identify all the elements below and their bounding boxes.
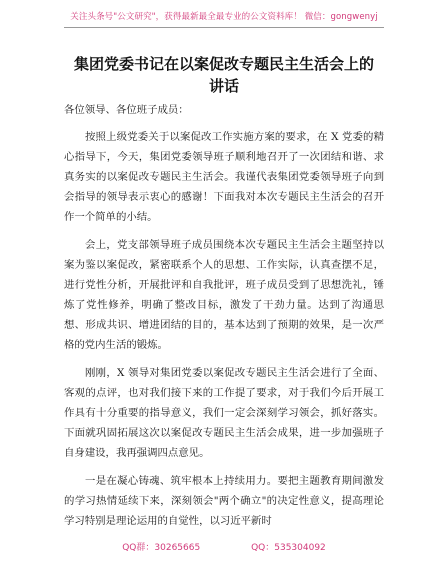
paragraph-1: 按照上级党委关于以案促改工作实施方案的要求，在 X 党委的精心指导下，今天，集团党委领导班子顺利地召开了一次团结和谐、求真务实的以案促改专题民主生活会。我谨代表集团党委领导班子向到会指导的领导表示衷心的感谢！下面我对本次专题民主生活会的召开作一个简单的小结。	[64, 131, 384, 223]
footer-contact	[0, 540, 448, 553]
title-line-1: 集团党委书记在以案促改专题民主生活会上的	[73, 55, 374, 73]
paragraph-4: 一是在凝心铸魂、筑牢根本上持续用力。要把主题教育期间激发的学习热情延续下来，深刻领会"两个确立"的决定性意义，提高理论学习特别是理论运用的自觉性，以习近平新时	[64, 475, 384, 527]
document-body	[64, 100, 384, 539]
footer-qq: QQ：535304092	[251, 543, 326, 553]
paragraph-3: 刚刚，X 领导对集团党委以案促改专题民主生活会进行了全面、客观的点评，也对我们接下来的工作提了要求，对于我们今后开展工作具有十分重要的指导意义，我们一定会深刻学习领会，抓好落实。下面就巩固拓展这次以案促改专题民主生活会成果，进一步加强班子自身建设，我再强调四点意见。	[64, 367, 384, 459]
paragraph-2: 会上，党支部领导班子成员围绕本次专题民主生活会主题坚持以案为鉴以案促改，紧密联系个人的思想、工作实际，认真查摆不足，进行党性分析，开展批评和自我批评，班子成员受到了思想洗礼，锤炼了党性修养，明确了整改目标，激发了干劲力量。达到了沟通思想、形成共识、增进团结的目的，基本达到了预期的效果，是一次严格的党内生活的锻炼。	[64, 239, 384, 351]
document-title	[56, 53, 392, 97]
header-divider	[64, 27, 384, 28]
salutation: 各位领导、各位班子成员：	[64, 104, 189, 116]
footer-qq-group: QQ群：30265665	[122, 543, 201, 553]
header-banner: 关注头条号"公文研究"，获得最新最全最专业的公文资料库！ 微信：gongwenyj	[70, 12, 378, 22]
title-line-2: 讲话	[208, 77, 239, 95]
